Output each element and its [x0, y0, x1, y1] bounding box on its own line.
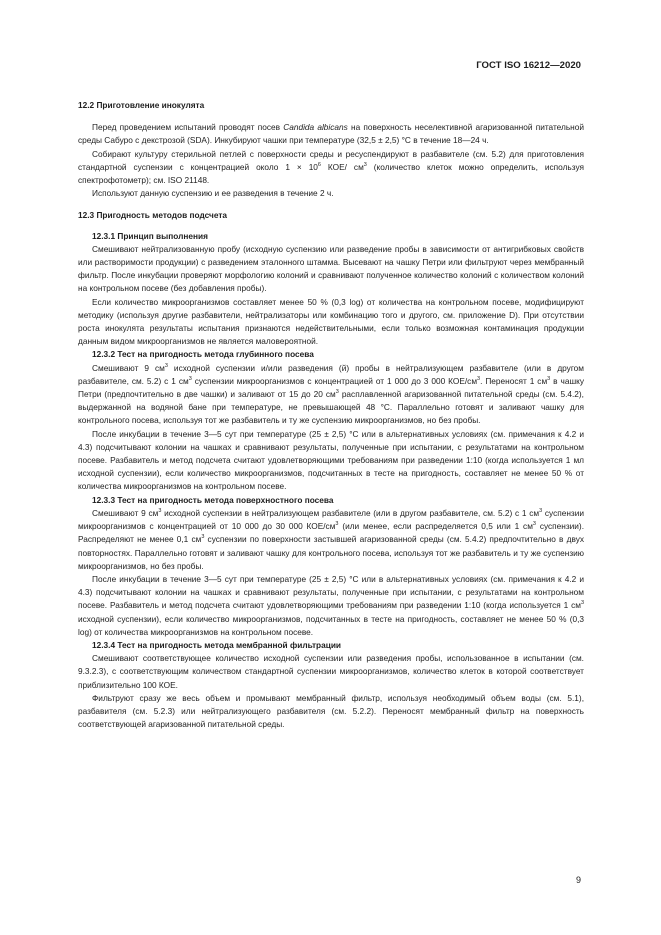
section-12-3-3-heading: 12.3.3 Тест на пригодность метода поверхностного посева: [92, 494, 334, 505]
paragraph: Смешивают 9 $см^3$ исходной суспензии и/или разведения (й) пробы в нейтрализующем разбавителе (или в другом разбавителе, см. 5.2) с 1 $см^3$ суспензии микроорганизмов с концентрацией от 1 000 до 3 000 КОЕ/$см^3$. Переносят 1 $см^3$ в чашку Петри (предпочтительно в две чашки) и заливают от 15 до 20 $см^3$ расплавленной агаризованной питательной среды (см. 5.4.2), выдержанной на водяной бане при температуре, не превышающей 48 °С. Параллельно готовят и заливают чашку для контрольного посева, используя тот же разбавитель и ту же суспензию микроорганизмов, но без пробы.: [78, 362, 585, 426]
page-body: [78, 99, 584, 731]
paragraph: Фильтруют сразу же весь объем и промывают мембранный фильтр, используя необходимый объем воды (см. 5.1), разбавителя (см. 5.2.3) или нейтрализующего разбавителя (см. 5.2.2). Переносят мембранный фильтр на поверхность соответствующей агаризованной питательной среды.: [78, 692, 584, 730]
page-number: 9: [575, 875, 581, 885]
paragraph: Перед проведением испытаний проводят посев Candida albicans на поверхность неселективной агаризованной питательной среды Сабуро с декстрозой (SDA). Инкубируют чашки при температуре (32,5 ± 2,5) °С в течение 18—24 ч.: [78, 122, 585, 146]
paragraph: Смешивают 9 $см^3$ исходной суспензии в нейтрализующем разбавителе (или в другом разбавителе, см. 5.2) с 1 $см^3$ суспензии микроорганизмов с концентрацией от 10 000 до 30 000 КОЕ/$см^3$ (или менее, если распределяется 0,5 или 1 $см^3$ суспензии). Распределяют не менее 0,1 $см^3$ суспензии по поверхности застывшей агаризованной среды (см. 5.4.2) предпочтительно в двух повторностях. Параллельно готовят и заливают чашку для контрольного посева, используя тот же разбавитель и ту же суспензию микроорганизмов, но без пробы.: [78, 507, 584, 571]
paragraph: Если количество микроорганизмов составляет менее 50 % (0,3 log) от количества на контрольном посеве, модифицируют методику (используя другие разбавители, нейтрализаторы или комбинацию того и другого, см. приложение D). При отсутствии роста инокулята результаты испытания признаются недействительными, если только возможная контаминация продукции данным видом микроорганизмов не является маловероятной.: [78, 296, 584, 347]
paragraph: Собирают культуру стерильной петлей с поверхности среды и ресуспендируют в разбавителе (см. 5.2) для приготовления стандартной суспензии с концентрацией около $1 \times 10^6$ КОЕ/ $см^3$ (количество клеток можно определить, используя спектрофотометр); см. ISO 21148.: [78, 148, 584, 186]
section-12-3-heading: 12.3 Пригодность методов подсчета: [78, 210, 228, 221]
paragraph: Используют данную суспензию и ее разведения в течение 2 ч.: [92, 188, 334, 199]
section-12-2-heading: 12.2 Приготовление инокулята: [78, 100, 205, 110]
paragraph: Смешивают нейтрализованную пробу (исходную суспензию или разведение пробы в зависимости от антигрибковых свойств или растворимости продукции) с разведением эталонного штамма. Высевают на чашку Петри или фильтруют через мембранный фильтр. После инкубации проверяют морфологию колоний и сравнивают полученное количество колоний с количеством колоний на контрольном посеве (без добавления пробы).: [78, 243, 584, 294]
paragraph: Смешивают соответствующее количество исходной суспензии или разведения пробы, использованное в испытании (см. 9.3.2.3), с соответствующим количеством стандартной суспензии микроорганизмов, количество клеток в которой соответствует приблизительно 100 КОЕ.: [78, 653, 584, 690]
paragraph: После инкубации в течение 3—5 сут при температуре (25 ± 2,5) °С или в альтернативных условиях (см. примечания к 4.2 и 4.3) подсчитывают колонии на чашках и сравнивают результаты, полученные при испытании, с результатами на контрольном посеве. Разбавитель и метод подсчета считают удовлетворяющими требованиям при разведении 1:10 (когда используется 1 мл исходной суспензии), если количество микроорганизмов, подсчитанных в тесте на пригодность, составляет не менее 50 % от количества микроорганизмов на контрольном посеве.: [78, 428, 584, 492]
section-12-3-4-heading: 12.3.4 Тест на пригодность метода мембранной фильтрации: [92, 639, 342, 650]
section-12-3-2-heading: 12.3.2 Тест на пригодность метода глубинного посева: [92, 349, 314, 360]
paragraph: После инкубации в течение 3—5 сут при температуре (25 ± 2,5) °С или в альтернативных условиях (см. примечания к 4.2 и 4.3) подсчитывают колонии на чашках и сравнивают результаты, полученные при испытании, с результатами на контрольном посеве. Разбавитель и метод подсчета считают удовлетворяющими требованиям при разведении 1:10 (когда используется 1 $см^3$ исходной суспензии), если количество микроорганизмов, подсчитанных в тесте на пригодность, составляет не менее 50 % (0,3 log) от количества микроорганизмов на контрольном посеве.: [78, 573, 584, 637]
document-code: ГОСТ ISO 16212—2020: [476, 60, 581, 71]
section-12-3-1-heading: 12.3.1 Принцип выполнения: [92, 230, 208, 241]
